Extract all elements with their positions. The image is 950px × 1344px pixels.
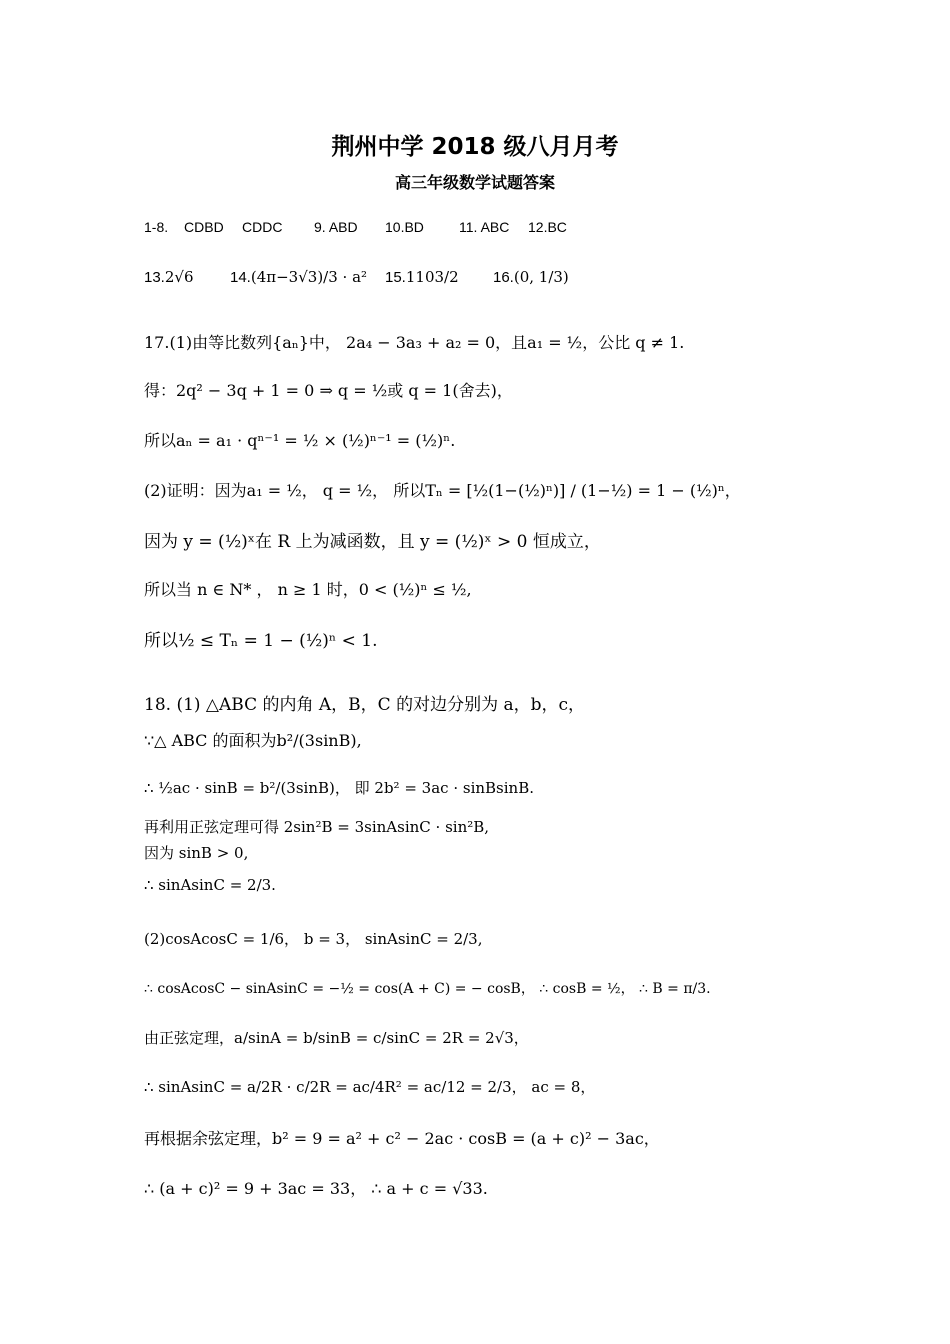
answer-value: BD <box>404 219 424 235</box>
answer-value: ABD <box>328 219 358 235</box>
answer-15 <box>385 268 459 286</box>
answer-number: 9. <box>314 219 326 235</box>
q18-line-8: ∴ cosAcosC − sinAsinC = −½ = cos(A + C) = − cosB， ∴ cosB = ½， ∴ B = π/3. <box>144 981 711 997</box>
answer-number: 10. <box>385 219 405 235</box>
answer-value: (4π−3√3)/3 · a² <box>250 268 368 286</box>
answer-number: 15. <box>385 269 406 286</box>
q17-line-2: 得：2q² − 3q + 1 = 0 ⇒ q = ½或 q = 1(舍去)， <box>144 381 513 400</box>
answer-value: CDBD <box>184 219 224 235</box>
answer-number: 13. <box>144 269 165 286</box>
answer-number: 1-8. <box>144 219 169 235</box>
answer-value: ABC <box>480 219 510 235</box>
answer-value: BC <box>547 219 567 235</box>
answer-number: 12. <box>528 219 548 235</box>
answer-number: 14. <box>230 269 251 286</box>
answer-14 <box>230 268 367 286</box>
q18-line-10: ∴ sinAsinC = a/2R · c/2R = ac/4R² = ac/12 = 2/3， ac = 8， <box>144 1078 596 1096</box>
q17-line-7: 所以½ ≤ Tₙ = 1 − (½)ⁿ < 1. <box>144 631 378 651</box>
q17-line-4: (2)证明：因为a₁ = ½， q = ½， 所以Tₙ = [½(1−(½)ⁿ)] / (1−½) = 1 − (½)ⁿ， <box>144 481 741 500</box>
answer-5-8 <box>242 219 282 235</box>
q18-line-3: ∴ ½ac · sinB = b²/(3sinB)， 即 2b² = 3ac · sinBsinB. <box>144 779 534 797</box>
answer-value: 2√6 <box>164 268 194 286</box>
q18-line-5: 因为 sinB > 0, <box>144 844 249 862</box>
answer-12 <box>528 219 567 235</box>
answer-10 <box>385 219 424 235</box>
q18-line-2: ∵△ ABC 的面积为b²/(3sinB), <box>144 731 362 750</box>
q18-line-4: 再利用正弦定理可得 2sin²B = 3sinAsinC · sin²B, <box>144 818 490 836</box>
answer-number: 16. <box>493 269 514 286</box>
q18-line-7: (2)cosAcosC = 1/6， b = 3， sinAsinC = 2/3, <box>144 930 483 948</box>
q18-line-1: 18. (1) △ABC 的内角 A，B，C 的对边分别为 a，b，c， <box>144 695 586 715</box>
q17-line-1: 17.(1)由等比数列{aₙ}中， 2a₄ − 3a₃ + a₂ = 0，且a₁ = ½，公比 q ≠ 1. <box>144 333 685 352</box>
q17-line-5: 因为 y = (½)ˣ在 R 上为减函数，且 y = (½)ˣ > 0 恒成立， <box>144 532 601 552</box>
answer-16 <box>493 268 569 286</box>
answer-11 <box>459 219 509 235</box>
q18-line-6: ∴ sinAsinC = 2/3. <box>144 876 276 894</box>
q18-line-9: 由正弦定理，a/sinA = b/sinB = c/sinC = 2R = 2√3， <box>144 1029 529 1047</box>
page-title: 荆州中学 2018 级八月月考 <box>331 134 619 160</box>
answer-9 <box>314 219 358 235</box>
answer-13 <box>144 268 194 286</box>
q17-line-3: 所以aₙ = a₁ · qⁿ⁻¹ = ½ × (½)ⁿ⁻¹ = (½)ⁿ. <box>144 431 456 450</box>
q18-line-12: ∴ (a + c)² = 9 + 3ac = 33， ∴ a + c = √33. <box>144 1179 488 1198</box>
answer-value: 1103/2 <box>405 268 459 286</box>
page-subtitle: 高三年级数学试题答案 <box>394 173 555 192</box>
answer-value: (0, 1/3) <box>513 268 569 286</box>
answer-value: CDDC <box>242 219 283 235</box>
answer-1-8 <box>144 219 224 235</box>
answer-number: 11. <box>459 219 478 235</box>
q17-line-6: 所以当 n ∈ N* ， n ≥ 1 时，0 < (½)ⁿ ≤ ½, <box>144 580 472 599</box>
q18-line-11: 再根据余弦定理，b² = 9 = a² + c² − 2ac · cosB = (a + c)² − 3ac， <box>144 1129 660 1148</box>
